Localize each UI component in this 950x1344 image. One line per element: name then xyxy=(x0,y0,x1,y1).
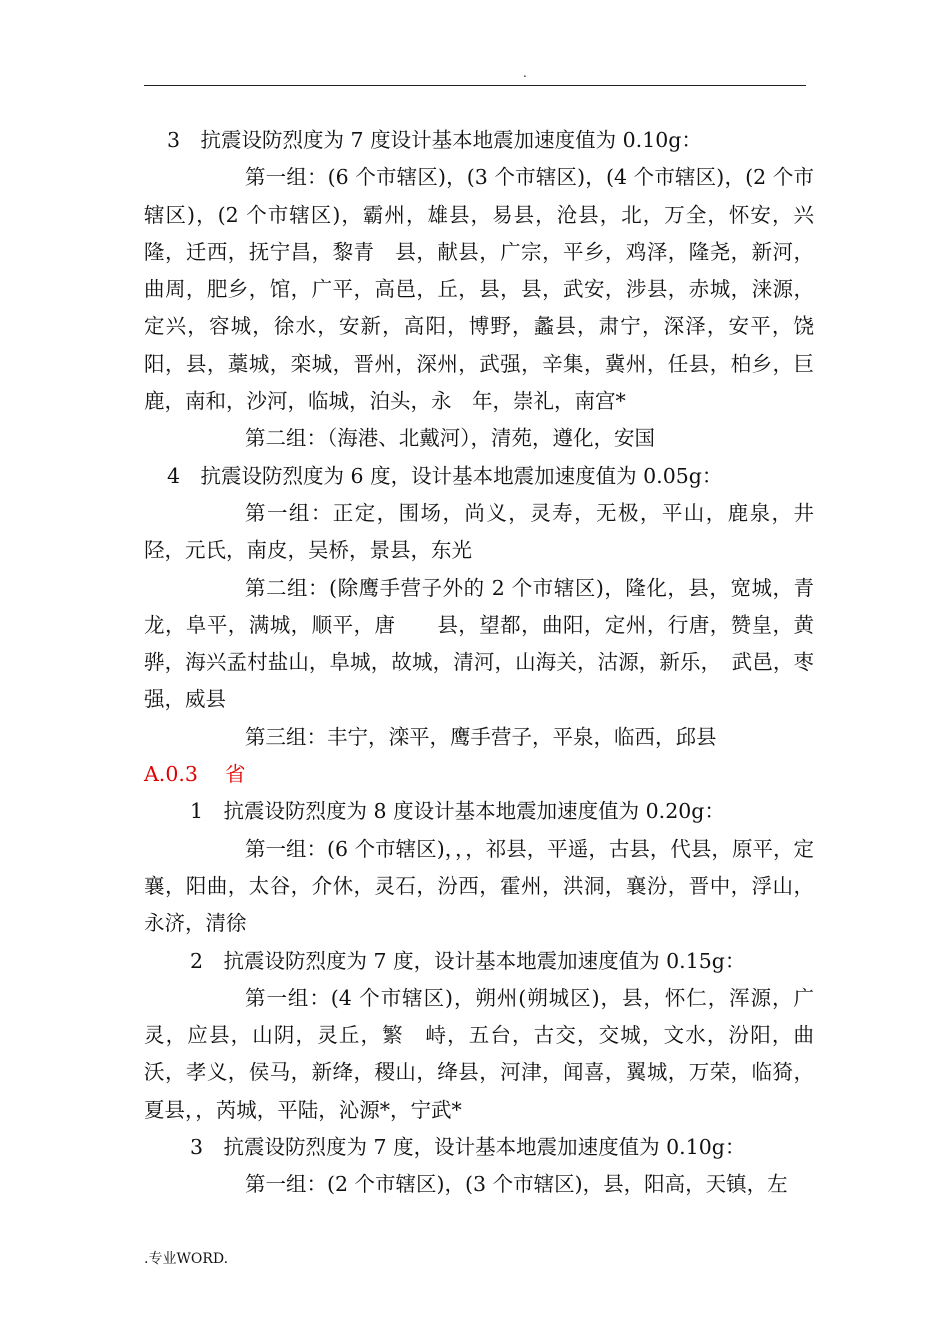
paragraph: 第三组：丰宁，滦平，鹰手营子，平泉，临西，邱县 xyxy=(245,724,717,749)
paragraph: 1 抗震设防烈度为 8 度设计基本地震加速度值为 0.20g： xyxy=(190,799,725,824)
paragraph: 3 抗震设防烈度为 7 度，设计基本地震加速度值为 0.10g： xyxy=(190,1135,746,1160)
paragraph: 第一组：(6 个市辖区)，，，祁县，平遥，古县，代县，原平，定襄，阳曲，太谷，介休，灵石，汾西，霍州，洪洞，襄汾，晋中，浮山，永济，清徐 xyxy=(144,836,814,936)
footer-text: .专业WORD. xyxy=(144,1251,229,1267)
paragraph: 第二组：(除鹰手营子外的 2 个市辖区)，隆化，县，宽城，青龙，阜平，满城，顺平，唐 县，望都，曲阳，定州，行唐，赞皇，黄骅，海兴孟村盐山，阜城，故城，清河，山海关，沽源，新乐， 武邑，枣强，威县 xyxy=(144,575,814,712)
paragraph: 4 抗震设防烈度为 6 度，设计基本地震加速度值为 0.05g： xyxy=(167,463,723,488)
paragraph: 第一组：正定，围场，尚义，灵寿，无极，平山，鹿泉，井陉，元氏，南皮，吴桥，景县，东光 xyxy=(144,500,814,563)
header-dot: . xyxy=(523,66,527,80)
header-rule xyxy=(144,85,806,86)
paragraph: 第一组：(4 个市辖区)，朔州(朔城区)，县，怀仁，浑源，广灵，应县，山阴，灵丘，繁 峙，五台，古交，交城，文水，汾阳，曲沃，孝义，侯马，新绛，稷山，绛县，河津，闻喜，翼城，万荣，临猗，夏县，，芮城，平陆，沁源*，宁武* xyxy=(144,985,814,1122)
document-body xyxy=(144,122,814,1204)
paragraph: 第一组：(6 个市辖区)，(3 个市辖区)，(4 个市辖区)，(2 个市辖区)，(2 个市辖区)，霸州，雄县，易县，沧县，北，万全，怀安，兴隆，迁西，抚宁昌，黎青 县，献县，广宗，平乡，鸡泽，隆尧，新河，曲周，肥乡，馆，广平，高邑，丘，县，县，武安，涉县，赤城，涞源，定兴，容城，徐水，安新，高阳，博野，蠡县，肃宁，深泽，安平，饶阳，县，藁城，栾城，晋州，深州，武强，辛集，冀州，任县，柏乡，巨鹿，南和，沙河，临城，泊头，永 年，崇礼，南宫* xyxy=(144,165,814,414)
paragraph: 3 抗震设防烈度为 7 度设计基本地震加速度值为 0.10g： xyxy=(167,128,702,152)
section-heading: A.0.3 省 xyxy=(144,762,246,787)
paragraph: 第二组：（海港、北戴河），清苑，遵化，安国 xyxy=(245,426,655,451)
paragraph: 第一组：(2 个市辖区)，(3 个市辖区)，县，阳高，天镇，左 xyxy=(245,1172,788,1197)
paragraph: 2 抗震设防烈度为 7 度，设计基本地震加速度值为 0.15g： xyxy=(190,948,746,973)
